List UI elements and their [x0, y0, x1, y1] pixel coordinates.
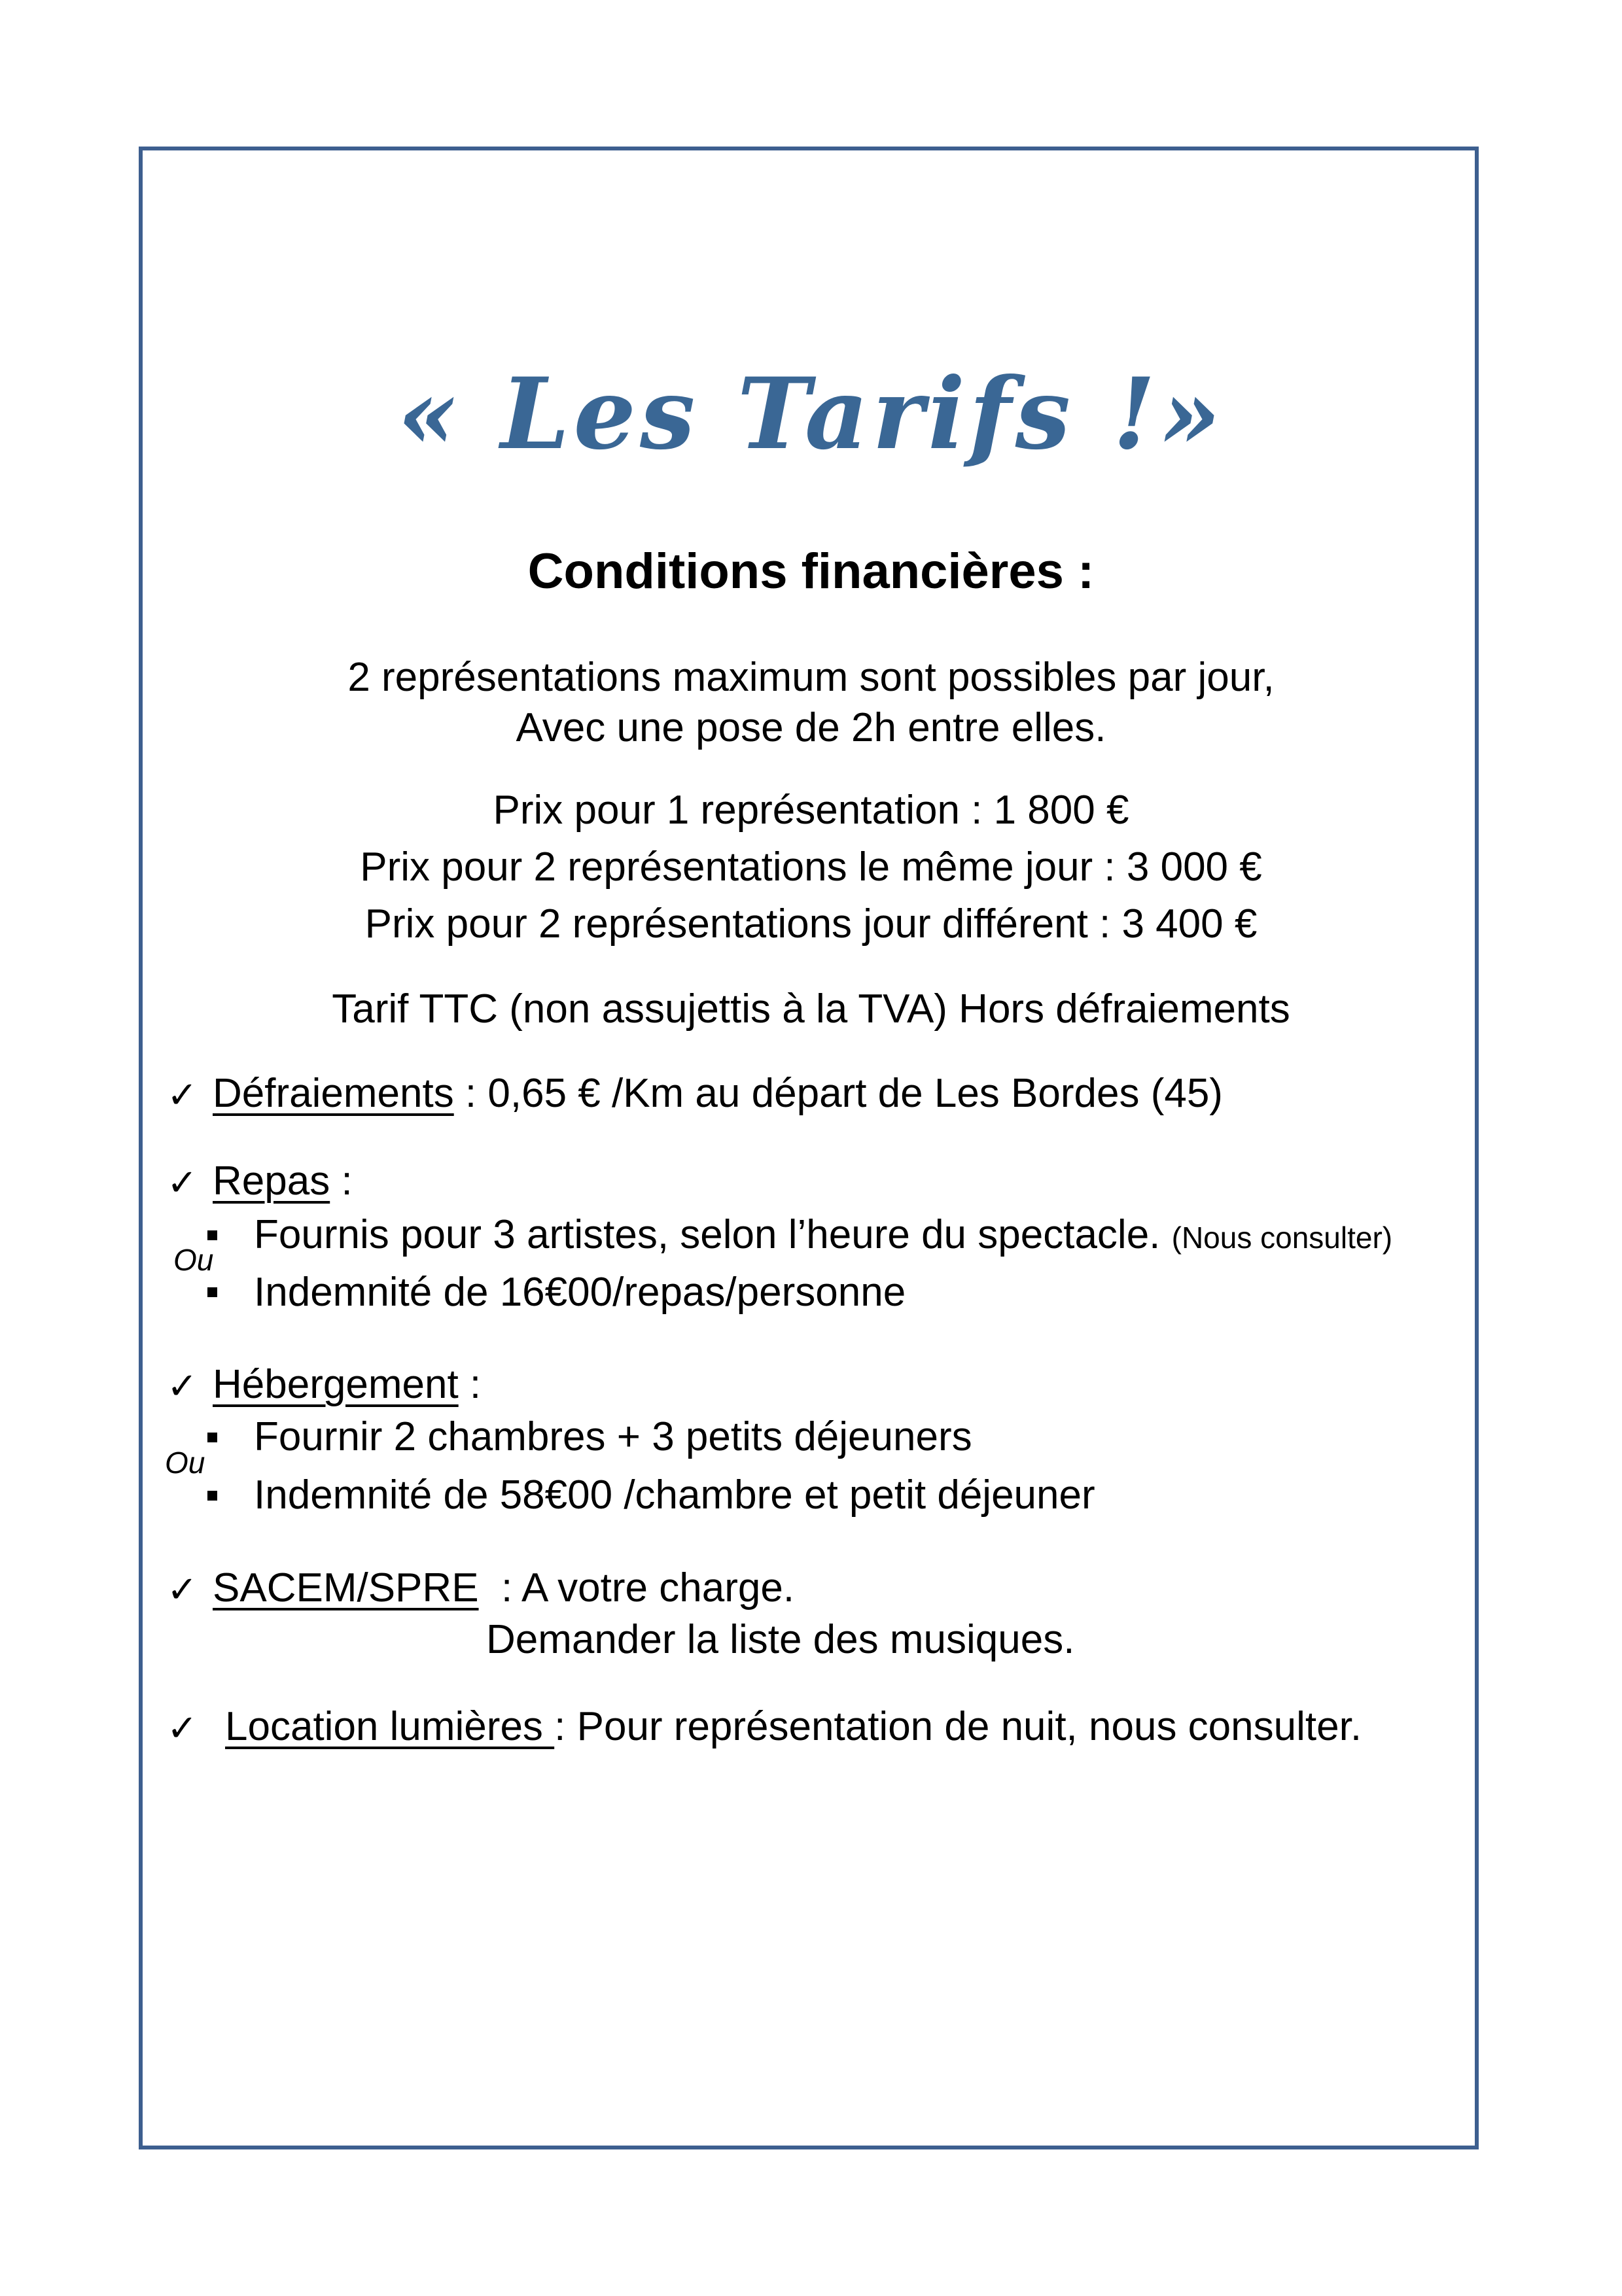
check-icon: ✓: [167, 1569, 198, 1611]
check-icon: ✓: [167, 1074, 198, 1117]
hebergement-item-1: Fournir 2 chambres + 3 petits déjeuners: [254, 1414, 972, 1459]
price-line-3: Prix pour 2 représentations jour différent : 3 400 €: [364, 901, 1258, 947]
section-heading: Conditions financières :: [527, 544, 1095, 599]
bullet-square-icon: [207, 1433, 217, 1442]
location-line: [225, 1703, 1362, 1750]
sacem-line: [213, 1565, 794, 1611]
repas-text: :: [330, 1158, 353, 1204]
sacem-text: : A votre charge.: [478, 1565, 795, 1610]
check-icon: ✓: [167, 1707, 198, 1750]
hebergement-item-2: Indemnité de 58€00 /chambre et petit déjeuner: [254, 1472, 1095, 1518]
intro-line-1: 2 représentations maximum sont possibles par jour,: [347, 655, 1275, 700]
price-line-2: Prix pour 2 représentations le même jour : 3 000 €: [360, 844, 1262, 890]
repas-item-2: Indemnité de 16€00/repas/personne: [254, 1270, 906, 1315]
bullet-square-icon: [207, 1491, 217, 1501]
sacem-line-2: Demander la liste des musiques.: [486, 1617, 1075, 1662]
location-text: : Pour représentation de nuit, nous consulter.: [554, 1704, 1362, 1749]
repas-item-1-note: (Nous consulter): [1171, 1221, 1393, 1255]
price-line-1: Prix pour 1 représentation : 1 800 €: [493, 788, 1129, 833]
bullet-square-icon: [207, 1230, 217, 1240]
sacem-label: SACEM/SPRE: [213, 1565, 479, 1610]
repas-label: Repas: [213, 1158, 330, 1204]
repas-line: [213, 1158, 353, 1204]
check-icon: ✓: [167, 1365, 198, 1408]
location-label: Location lumières: [225, 1704, 555, 1749]
tariff-note: Tarif TTC (non assujettis à la TVA) Hors défraiements: [332, 986, 1290, 1032]
page-title: « Les Tarifs !»: [397, 357, 1225, 472]
repas-item-1: [254, 1211, 1392, 1258]
intro-line-2: Avec une pose de 2h entre elles.: [516, 705, 1106, 750]
or-label: Ou: [173, 1243, 214, 1277]
hebergement-line: [213, 1361, 481, 1408]
defraiements-line: [213, 1070, 1223, 1117]
defraiements-text: : 0,65 € /Km au départ de Les Bordes (45): [453, 1071, 1223, 1116]
defraiements-label: Défraiements: [213, 1071, 454, 1116]
repas-item-1-text: Fournis pour 3 artistes, selon l’heure du spectacle.: [254, 1212, 1161, 1257]
bullet-square-icon: [207, 1287, 217, 1297]
hebergement-text: :: [458, 1362, 482, 1407]
or-label: Ou: [165, 1446, 205, 1480]
check-icon: ✓: [167, 1162, 198, 1204]
hebergement-label: Hébergement: [213, 1362, 459, 1407]
